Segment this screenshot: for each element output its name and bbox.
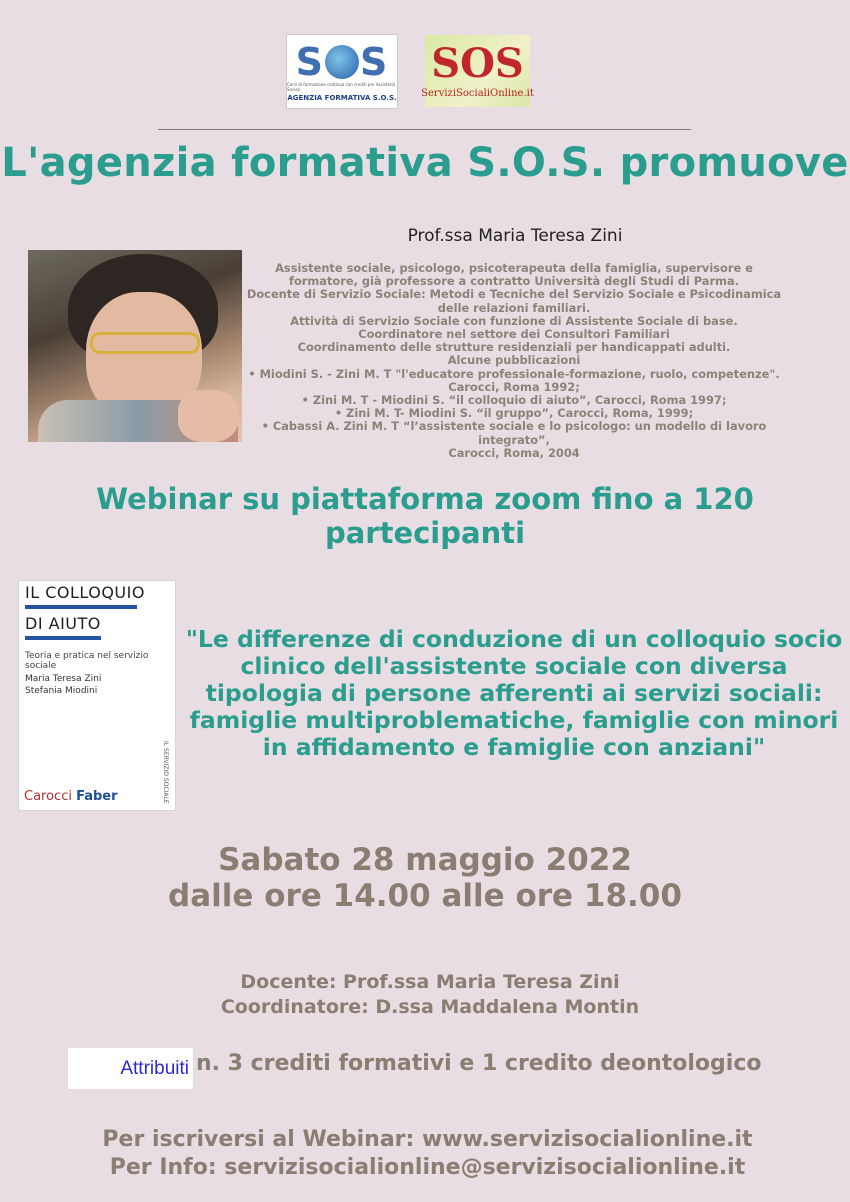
page-title: L'agenzia formativa S.O.S. promuove xyxy=(1,140,849,186)
speaker-bio xyxy=(246,262,782,460)
bio-line: Alcune pubblicazioni xyxy=(447,353,581,368)
webinar-line-2: partecipanti xyxy=(324,516,526,550)
book-title-line-1: IL COLLOQUIO xyxy=(25,583,145,602)
book-title-line-2: DI AIUTO xyxy=(25,614,101,633)
bio-line: Carocci, Roma, 2004 xyxy=(448,445,580,460)
signup-info: Per iscriversi al Webinar: www.servizisocialionline.it xyxy=(102,1127,753,1152)
bio-line: • Zini M. T - Miodini S. “il colloquio di aiuto”, Carocci, Roma 1997; xyxy=(301,393,727,408)
portal-logo-caption: ServiziSocialiOnline.it xyxy=(421,88,534,99)
contact xyxy=(60,1126,795,1182)
bio-line: • Zini M. T- Miodini S. “il gruppo”, Carocci, Roma, 1999; xyxy=(334,406,694,421)
agency-logo xyxy=(286,34,398,109)
divider xyxy=(158,129,691,130)
credits-label: Attribuiti xyxy=(120,1057,189,1079)
coordinator: Coordinatore: D.ssa Maddalena Montin xyxy=(220,996,640,1018)
agency-logo-caption: AGENZIA FORMATIVA S.O.S. xyxy=(287,93,397,102)
bio-line: Assistente sociale, psicologo, psicoterapeuta della famiglia, supervisore e xyxy=(275,261,753,275)
teacher: Docente: Prof.ssa Maria Teresa Zini xyxy=(240,971,620,993)
book-title-bar xyxy=(25,636,101,640)
bio-line: • Cabassi A. Zini M. T “l’assistente sociale e lo psicologo: un modello di lavoro xyxy=(261,419,767,434)
agency-logo-mark: S S xyxy=(295,39,389,84)
book-publisher-b: Faber xyxy=(76,789,118,804)
speaker-photo xyxy=(28,250,242,442)
book-author: Stefania Miodini xyxy=(25,686,98,696)
schedule xyxy=(120,842,730,914)
book-title-bar xyxy=(25,605,137,609)
book-series: IL SERVIZIO SOCIALE xyxy=(162,741,169,804)
event-date: Sabato 28 maggio 2022 xyxy=(218,842,632,878)
staff xyxy=(120,970,740,1020)
agency-logo-small-text: Corsi di formazione continua con crediti per Assistenti Sociali xyxy=(287,81,396,92)
book-cover xyxy=(18,580,176,811)
webinar-heading xyxy=(60,482,790,550)
portal-logo xyxy=(421,35,534,107)
bio-line: Coordinamento delle strutture residenziali per handicappati adulti. xyxy=(297,340,731,355)
bio-line: • Miodini S. - Zini M. T "l'educatore professionale-formazione, ruolo, competenze". xyxy=(248,366,780,381)
book-subtitle: Teoria e pratica nel servizio sociale xyxy=(25,651,149,671)
bio-line: Attività di Servizio Sociale con funzione di Assistente Sociale di base. xyxy=(290,313,738,328)
book-publisher xyxy=(24,789,118,804)
bio-line: Docente di Servizio Sociale: Metodi e Tecniche del Servizio Sociale e Psicodinamica xyxy=(246,287,782,302)
webinar-topic: "Le differenze di conduzione di un colloquio socio clinico dell'assistente sociale con diversa tipologia di persone afferenti ai servizi sociali: famiglie multiproblematiche, famiglie con minori in affidamento e famiglie con anziani" xyxy=(185,625,843,761)
bio-line: Coordinatore nel settore dei Consultori Familiari xyxy=(358,327,670,342)
book-authors xyxy=(25,673,101,697)
speaker-name: Prof.ssa Maria Teresa Zini xyxy=(407,226,623,246)
book-author: Maria Teresa Zini xyxy=(25,674,102,684)
bio-line: Carocci, Roma 1992; xyxy=(448,379,580,394)
contact-info: Per Info: servizisocialionline@servizisocialionline.it xyxy=(109,1155,746,1180)
bio-line: integrato”, xyxy=(478,432,550,447)
credits-text: n. 3 crediti formativi e 1 credito deontologico xyxy=(196,1051,762,1076)
webinar-line-1: Webinar su piattaforma zoom fino a 120 xyxy=(96,482,754,516)
credits-label-box xyxy=(68,1048,193,1089)
bio-line: formatore, già professore a contratto Università degli Studi di Parma. xyxy=(289,274,739,289)
event-time: dalle ore 14.00 alle ore 18.00 xyxy=(168,878,682,914)
portal-logo-mark: SOS xyxy=(431,40,524,87)
bio-line: delle relazioni familiari. xyxy=(437,300,591,315)
book-publisher-a: Carocci xyxy=(24,789,72,804)
